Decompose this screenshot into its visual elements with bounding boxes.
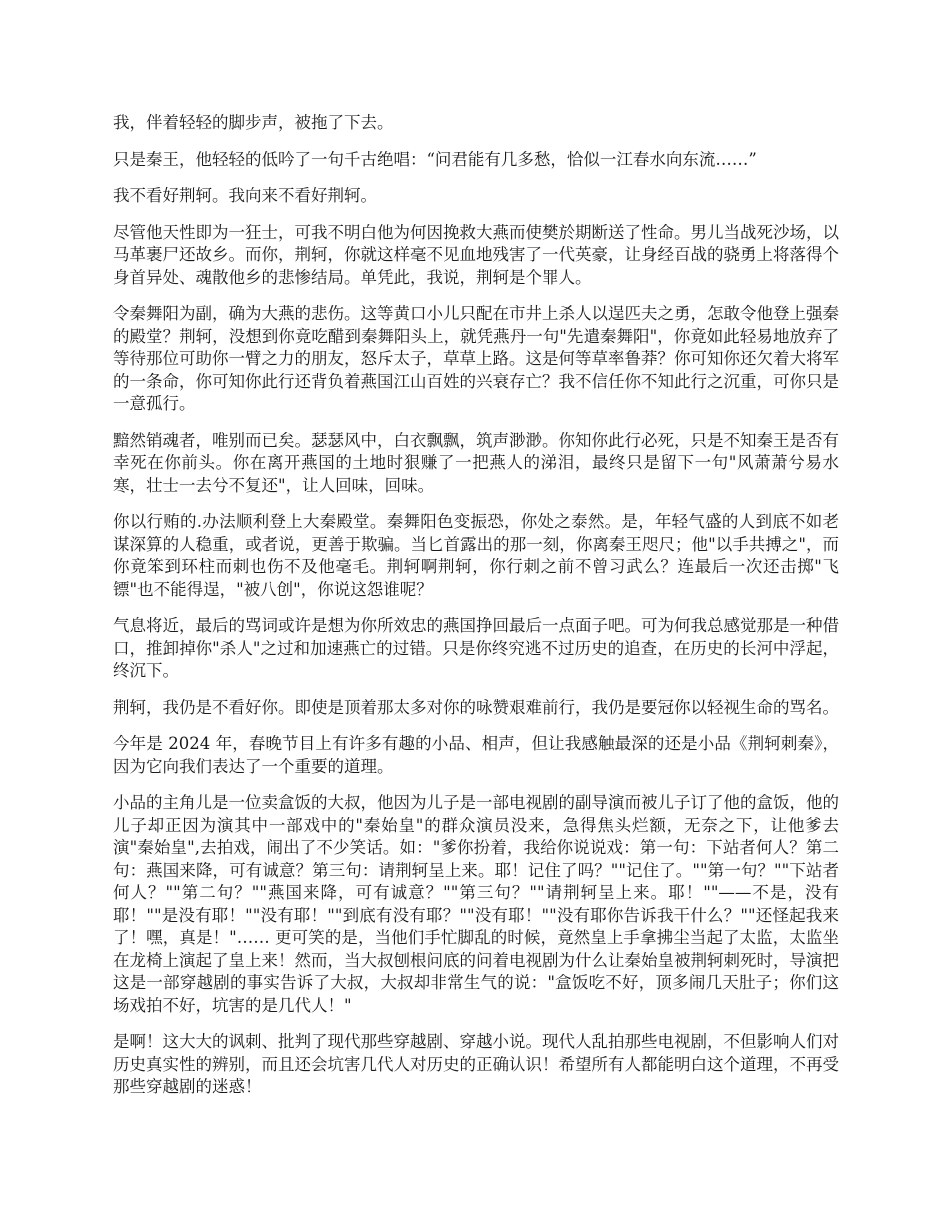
paragraph: 气息将近，最后的骂词或许是想为你所效忠的燕国挣回最后一点面子吧。可为何我总感觉那是一种借口，推卸掉你"杀人"之过和加速燕亡的过错。只是你终究逃不过历史的追查，在历史的长河中浮起，终沉下。 [113,616,839,680]
paragraph: 我，伴着轻轻的脚步声，被拖了下去。 [113,113,394,132]
paragraph: 你以行贿的.办法顺利登上大秦殿堂。秦舞阳色变振恐，你处之泰然。是，年轻气盛的人到底不如老谋深算的人稳重，或者说，更善于欺骗。当匕首露出的那一刻，你离秦王咫尺；他"以手共搏之"，而你竟笨到环柱而刺也伤不及他毫毛。荆轲啊荆轲，你行刺之前不曾习武么？连最后一次还击掷"飞镖"也不能得逞，"被八创"，你说这怨谁呢？ [113,512,839,599]
paragraph: 我不看好荆轲。我向来不看好荆轲。 [113,186,377,205]
paragraph: 小品的主角儿是一位卖盒饭的大叔，他因为儿子是一部电视剧的副导演而被儿子订了他的盒饭，他的儿子却正因为演其中一部戏中的"秦始皇"的群众演员没来，急得焦头烂额，无奈之下，让他爹去演"秦始皇",去拍戏，闹出了不少笑话。如："爹你扮着，我给你说说戏：第一句：下站者何人？第二句：燕国来降，可有诚意？第三句：请荆轲呈上来。耶！记住了吗？""记住了。""第一句？""下站者何人？""第二句？""燕国来降，可有诚意？""第三句？""请荆轲呈上来。耶！""——不是，没有耶！""是没有耶！""没有耶！""到底有没有耶？""没有耶！""没有耶你告诉我干什么？""还怪起我来了！嘿，真是！"…… 更可笑的是，当他们手忙脚乱的时候，竟然皇上手拿拂尘当起了太监，太监坐在龙椅上演起了皇上来！然而，当大叔刨根问底的问着电视剧为什么让秦始皇被荆轲刺死时，导演把这是一部穿越剧的事实告诉了大叔，大叔却非常生气的说："盒饭吃不好，顶多闹几天肚子；你们这场戏拍不好，坑害的是几代人！" [113,793,839,1015]
paragraph: 只是秦王，他轻轻的低吟了一句千古绝唱：“问君能有几多愁，恰似一江春水向东流……” [113,149,757,169]
document-body [113,112,839,1113]
paragraph: 荆轲，我仍是不看好你。即使是顶着那太多对你的咏赞艰难前行，我仍是要冠你以轻视生命的骂名。 [113,697,839,717]
paragraph: 尽管他天性即为一狂士，可我不明白他为何因挽救大燕而使樊於期断送了性命。男儿当战死沙场，以马革裹尸还故乡。而你，荆轲，你就这样毫不见血地残害了一代英豪，让身经百战的骁勇上将落得个身首异处、魂散他乡的悲惨结局。单凭此，我说，荆轲是个罪人。 [113,222,839,287]
paragraph: 今年是 2024 年，春晚节目上有许多有趣的小品、相声，但让我感触最深的还是小品《荆轲刺秦》，因为它向我们表达了一个重要的道理。 [113,734,839,776]
paragraph: 黯然销魂者，唯别而已矣。瑟瑟风中，白衣飘飘，筑声渺渺。你知你此行必死，只是不知秦王是否有幸死在你前头。你在离开燕国的土地时狠赚了一把燕人的涕泪，最终只是留下一句"风萧萧兮易水寒，壮士一去兮不复还"，让人回味，回味。 [113,430,839,495]
paragraph: 是啊！这大大的讽刺、批判了现代那些穿越剧、穿越小说。现代人乱拍那些电视剧，不但影响人们对历史真实性的辨别，而且还会坑害几代人对历史的正确认识！希望所有人都能明白这个道理，不再受那些穿越剧的迷惑！ [113,1032,839,1096]
paragraph: 令秦舞阳为副，确为大燕的悲伤。这等黄口小儿只配在市井上杀人以逞匹夫之勇，怎敢令他登上强秦的殿堂？荆轲，没想到你竟吃醋到秦舞阳头上，就凭燕丹一句"先遣秦舞阳"，你竟如此轻易地放弃了等待那位可助你一臂之力的朋友，怒斥太子，草草上路。这是何等草率鲁莽？你可知你还欠着大将军的一条命，你可知你此行还背负着燕国江山百姓的兴衰存亡？我不信任你不知此行之沉重，可你只是一意孤行。 [113,304,839,413]
